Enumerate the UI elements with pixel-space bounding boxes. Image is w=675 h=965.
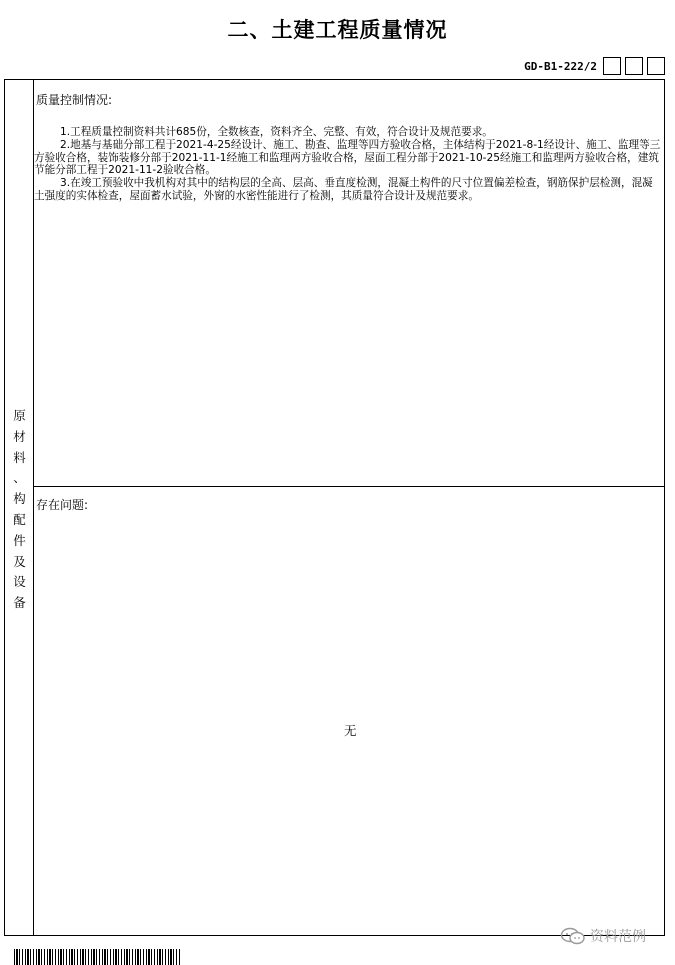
side-label-char: 构 (13, 491, 26, 507)
side-label (5, 406, 34, 614)
side-label-char: 料 (13, 449, 26, 465)
side-label-char: 及 (13, 553, 26, 569)
side-label-char: 件 (13, 532, 26, 548)
code-box-2 (625, 57, 643, 75)
document-code-row (524, 56, 665, 76)
side-label-char: 配 (13, 511, 26, 527)
paragraph-1: 1.工程质量控制资料共计685份，全数核查，资料齐全、完整、有效，符合设计及规范要求。 (60, 126, 493, 138)
form-table (4, 79, 665, 936)
barcode (14, 949, 180, 965)
side-label-char: 原 (13, 408, 26, 423)
code-box-1 (603, 57, 621, 75)
page-title: 二、土建工程质量情况 (227, 18, 448, 42)
watermark (560, 926, 646, 946)
side-label-char: 、 (13, 470, 26, 486)
quality-control-section (34, 80, 664, 487)
side-label-char: 设 (13, 574, 26, 590)
paragraph-2: 2.地基与基础分部工程于2021-4-25经设计、施工、勘查、监理等四方验收合格，主体结构于2021-8-1经设计、施工、监理等三方验收合格，装饰装修分部于2021-11-1经施工和监理两方验收合格，屋面工程分部于2021-10-25经施工和监理两方验收合格，建筑节能分部工程于2021-11-2验收合格。 (34, 138, 661, 177)
issues-label: 存在问题: (36, 498, 89, 512)
content-column (34, 80, 664, 935)
side-label-char: 备 (13, 595, 26, 611)
document-code: GD-B1-222/2 (524, 59, 597, 73)
quality-control-text (34, 126, 661, 203)
paragraph-3: 3.在竣工预验收中我机构对其中的结构层的全高、层高、垂直度检测，混凝土构件的尺寸位置偏差检查，钢筋保护层检测，混凝土强度的实体检查，屋面蓄水试验，外窗的水密性能进行了检测，其质量符合设计及规范要求。 (34, 177, 653, 202)
quality-control-label: 质量控制情况: (36, 93, 113, 107)
issues-answer: 无 (344, 723, 357, 738)
side-label-char: 材 (13, 428, 26, 444)
wechat-icon (560, 927, 586, 945)
issues-section (34, 487, 664, 935)
watermark-text: 资料范例 (590, 929, 646, 945)
code-box-3 (647, 57, 665, 75)
side-column (5, 80, 34, 935)
